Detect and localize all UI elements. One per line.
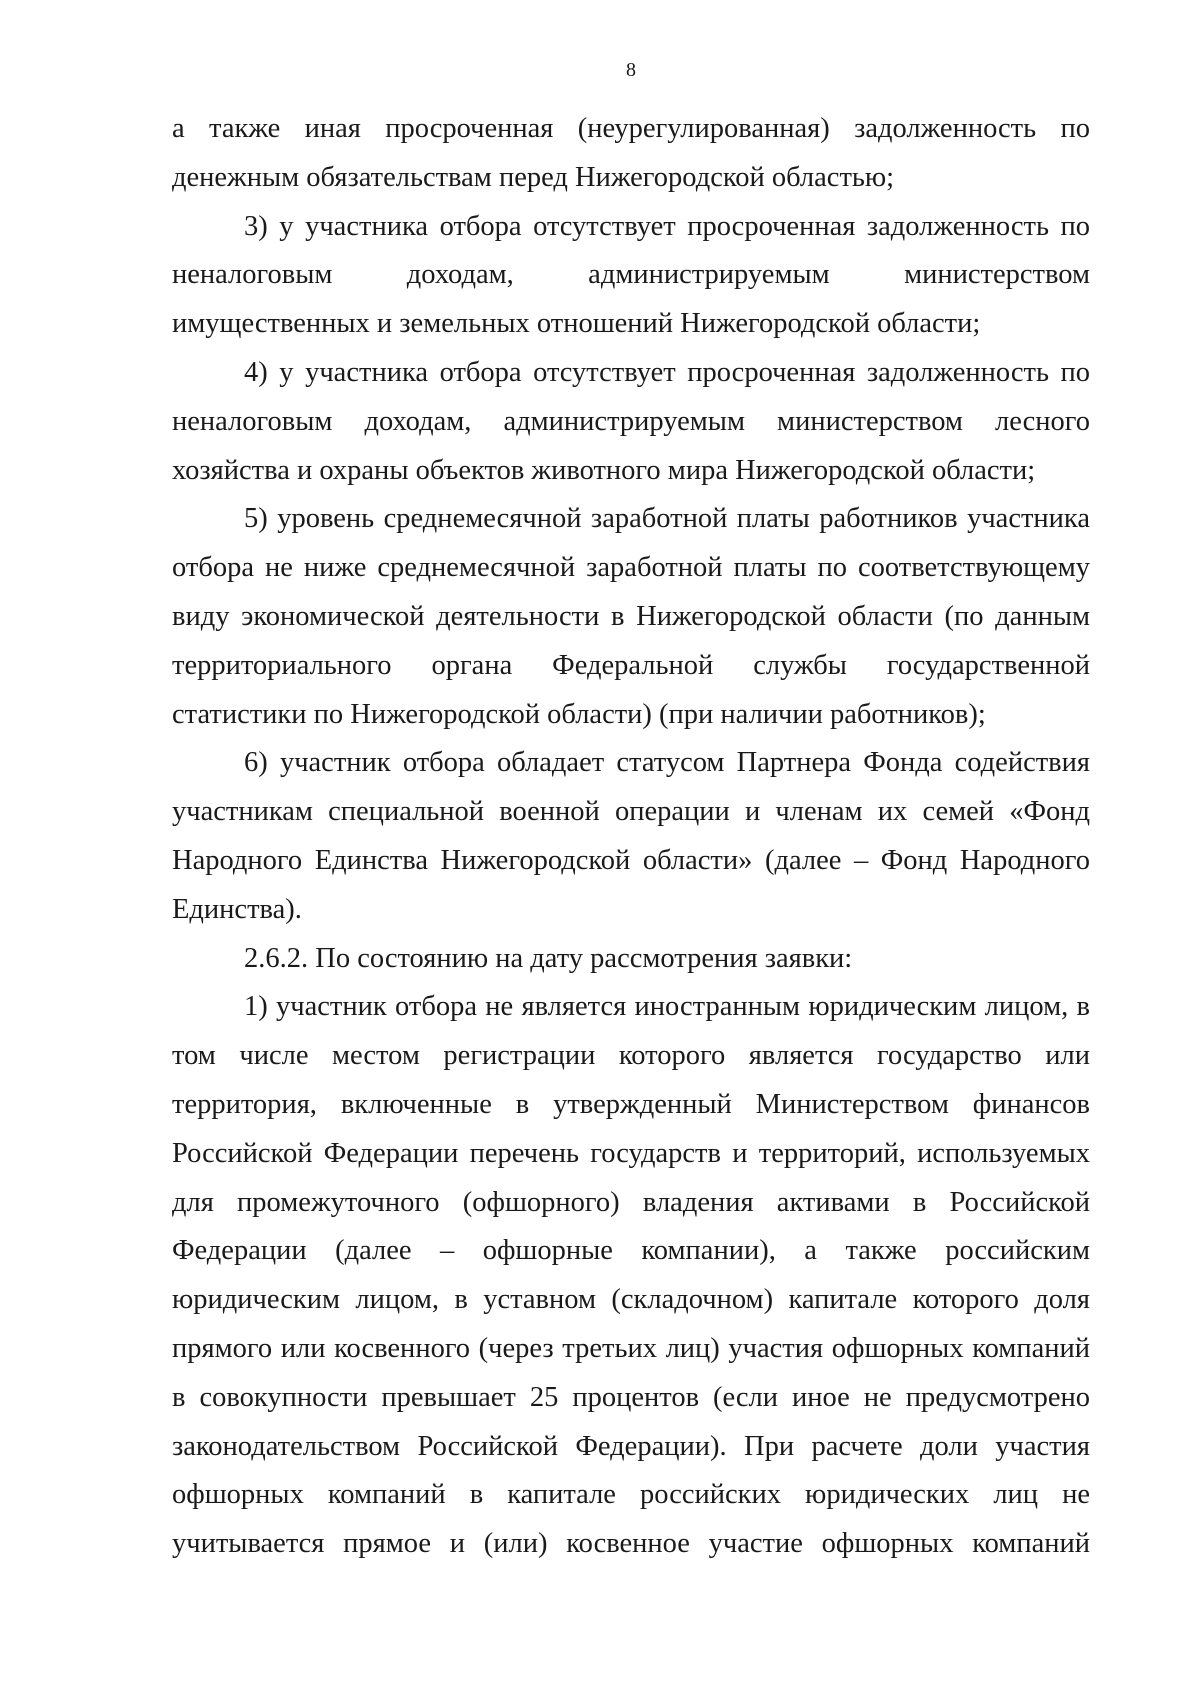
document-body: [172, 105, 1090, 1569]
paragraph-item-6: 6) участник отбора обладает статусом Партнера Фонда содействия участникам специальной военной операции и членам их семей «Фонд Народного Единства Нижегородской области» (далее – Фонд Народного Единства).: [172, 747, 1090, 925]
paragraph-item-4: 4) у участника отбора отсутствует просроченная задолженность по неналоговым доходам, администрируемым министерством лесного хозяйства и охраны объектов животного мира Нижегородской области;: [172, 356, 1090, 486]
section-heading-2-6-2: 2.6.2. По состоянию на дату рассмотрения заявки:: [244, 942, 853, 974]
page-number: 8: [626, 59, 636, 81]
paragraph-continuation: а также иная просроченная (неурегулированная) задолженность по денежным обязательствам перед Нижегородской областью;: [172, 113, 1090, 193]
paragraph-item-3: 3) у участника отбора отсутствует просроченная задолженность по неналоговым доходам, администрируемым министерством имущественных и земельных отношений Нижегородской области;: [172, 210, 1090, 340]
paragraph-item-1: 1) участник отбора не является иностранным юридическим лицом, в том числе местом регистрации которого является государство или территория, включенные в утвержденный Министерством финансов Российской Федерации перечень государств и территорий, используемых для промежуточного (офшорного) владения активами в Российской Федерации (далее – офшорные компании), а также российским юридическим лицом, в уставном (складочном) капитале которого доля прямого или косвенного (через третьих лиц) участия офшорных компаний в совокупности превышает 25 процентов (если иное не предусмотрено законодательством Российской Федерации). При расчете доли участия офшорных компаний в капитале российских юридических лиц не учитывается прямое и (или) косвенное участие офшорных компаний: [172, 991, 1090, 1560]
paragraph-item-5: 5) уровень среднемесячной заработной платы работников участника отбора не ниже среднемесячной заработной платы по соответствующему виду экономической деятельности в Нижегородской области (по данным территориального органа Федеральной службы государственной статистики по Нижегородской области) (при наличии работников);: [172, 503, 1090, 730]
